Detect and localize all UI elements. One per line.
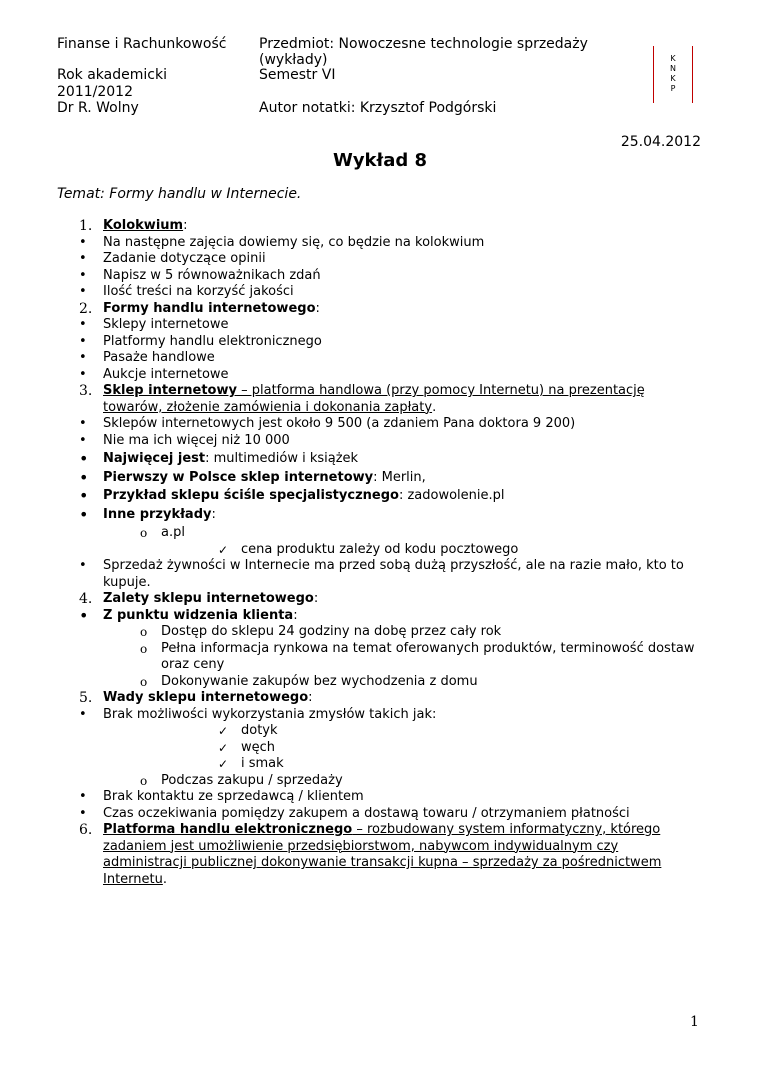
- sub-list-item: o Pełna informacja rynkowa na temat oferowanych produktów, terminowość dostaw oraz ceny: [57, 641, 702, 674]
- list-item: • Napisz w 5 równoważnikach zdań: [57, 268, 702, 285]
- item-bold: Z punktu widzenia klienta: [103, 607, 294, 623]
- header-left-line3: 2011/2012: [57, 84, 133, 100]
- list-item: [57, 451, 702, 468]
- sub-list-item: o Dokonywanie zakupów bez wychodzenia z domu: [57, 674, 702, 691]
- sub-list-item: o Dostęp do sklepu 24 godziny na dobę przez cały rok: [57, 624, 702, 641]
- sub-list-item: o a.pl: [57, 525, 702, 542]
- list-item: [57, 488, 702, 505]
- list-item: [57, 608, 702, 625]
- item-bold: Inne przykłady: [103, 506, 212, 522]
- check-list-item: ✓ dotyk: [57, 723, 702, 740]
- list-item: • Brak możliwości wykorzystania zmysłów takich jak:: [57, 707, 702, 724]
- definition-dot: .: [162, 871, 167, 887]
- header-left-line2: Rok akademicki: [57, 67, 167, 83]
- section-1: [57, 218, 702, 235]
- list-item: • Aukcje internetowe: [57, 367, 702, 384]
- list-item: • Sklepy internetowe: [57, 317, 702, 334]
- header-left-line1: Finanse i Rachunkowość: [57, 36, 227, 52]
- section-5: [57, 690, 702, 707]
- list-item: • Sklepów internetowych jest około 9 500 (a zdaniem Pana doktora 9 200): [57, 416, 702, 433]
- definition-dot: .: [432, 399, 437, 415]
- section-number: 3.: [79, 383, 93, 399]
- item-bold: Przykład sklepu ściśle specjalistycznego: [103, 488, 399, 503]
- section-3: [57, 383, 702, 416]
- heading-colon: :: [313, 591, 319, 606]
- list-item: • Nie ma ich więcej niż 10 000: [57, 433, 702, 450]
- section-heading: Wady sklepu internetowego: [103, 690, 309, 705]
- header-author: Autor notatki: Krzysztof Podgórski: [259, 100, 497, 116]
- section-heading: Sklep internetowy: [103, 383, 237, 398]
- lecture-content: [57, 218, 702, 888]
- list-item: • Na następne zajęcia dowiemy się, co będzie na kolokwium: [57, 235, 702, 252]
- header-left-line4: Dr R. Wolny: [57, 100, 139, 116]
- section-heading: Zalety sklepu internetowego: [103, 591, 314, 606]
- item-text: : zadowolenie.pl: [398, 488, 505, 503]
- list-item: [57, 470, 702, 487]
- section-number: 4.: [79, 591, 93, 607]
- list-item: • Zadanie dotyczące opinii: [57, 251, 702, 268]
- section-number: 5.: [79, 690, 93, 706]
- section-6: [57, 822, 702, 888]
- list-item: [57, 507, 702, 524]
- lecture-topic: Temat: Formy handlu w Internecie.: [57, 186, 302, 202]
- header-subject: Przedmiot: Nowoczesne technologie sprzedaży: [259, 36, 588, 52]
- section-definition: – platforma handlowa (przy pomocy Internetu) na prezentację towarów, złożenie zamówienia i dokonania zapłaty: [103, 383, 645, 415]
- check-list-item: ✓ i smak: [57, 756, 702, 773]
- section-number: 6.: [79, 822, 93, 838]
- section-heading: Platforma handlu elektronicznego: [103, 822, 353, 837]
- list-item: • Pasaże handlowe: [57, 350, 702, 367]
- section-2: [57, 301, 702, 318]
- section-heading: Formy handlu internetowego: [103, 300, 316, 316]
- note-date: 25.04.2012: [620, 134, 701, 150]
- list-item: • Czas oczekiwania pomiędzy zakupem a dostawą towaru / otrzymaniem płatności: [57, 806, 702, 823]
- list-item: • Sprzedaż żywności w Internecie ma przed sobą dużą przyszłość, ale na razie mało, kto to kupuje.: [57, 558, 702, 591]
- list-item: • Brak kontaktu ze sprzedawcą / klientem: [57, 789, 702, 806]
- sub-list-item: o Podczas zakupu / sprzedaży: [57, 773, 702, 790]
- section-definition: – rozbudowany system informatyczny, którego zadaniem jest umożliwienie przedsiębiorstwom, nabywcom indywidualnym czy administracji publicznej dokonywanie transakcji kupna – sprzedaży za pośrednictwem Internetu: [103, 822, 662, 887]
- item-text: :: [293, 607, 298, 623]
- header-semester: Semestr VI: [259, 67, 336, 83]
- list-item: • Ilość treści na korzyść jakości: [57, 284, 702, 301]
- item-text: : multimediów i książek: [205, 451, 359, 466]
- section-heading: Kolokwium: [103, 218, 184, 233]
- knkp-logo: [653, 46, 693, 103]
- list-item: • Platformy handlu elektronicznego: [57, 334, 702, 351]
- heading-colon: :: [315, 300, 320, 316]
- item-bold: Pierwszy w Polsce sklep internetowy: [103, 469, 374, 485]
- item-text: :: [211, 506, 216, 522]
- section-number: 2.: [79, 300, 93, 317]
- page-number: 1: [690, 1014, 699, 1030]
- item-text: : Merlin,: [373, 469, 426, 485]
- header-subject-type: (wykłady): [259, 52, 328, 68]
- check-list-item: ✓ cena produktu zależy od kodu pocztowego: [57, 542, 702, 559]
- heading-colon: :: [308, 690, 313, 705]
- item-bold: Najwięcej jest: [103, 451, 206, 466]
- section-number: 1.: [79, 218, 93, 234]
- section-4: [57, 591, 702, 608]
- logo-letters: K N K P: [670, 54, 676, 93]
- page-title: Wykład 8: [332, 150, 428, 171]
- check-list-item: ✓ węch: [57, 740, 702, 757]
- heading-colon: :: [183, 218, 188, 233]
